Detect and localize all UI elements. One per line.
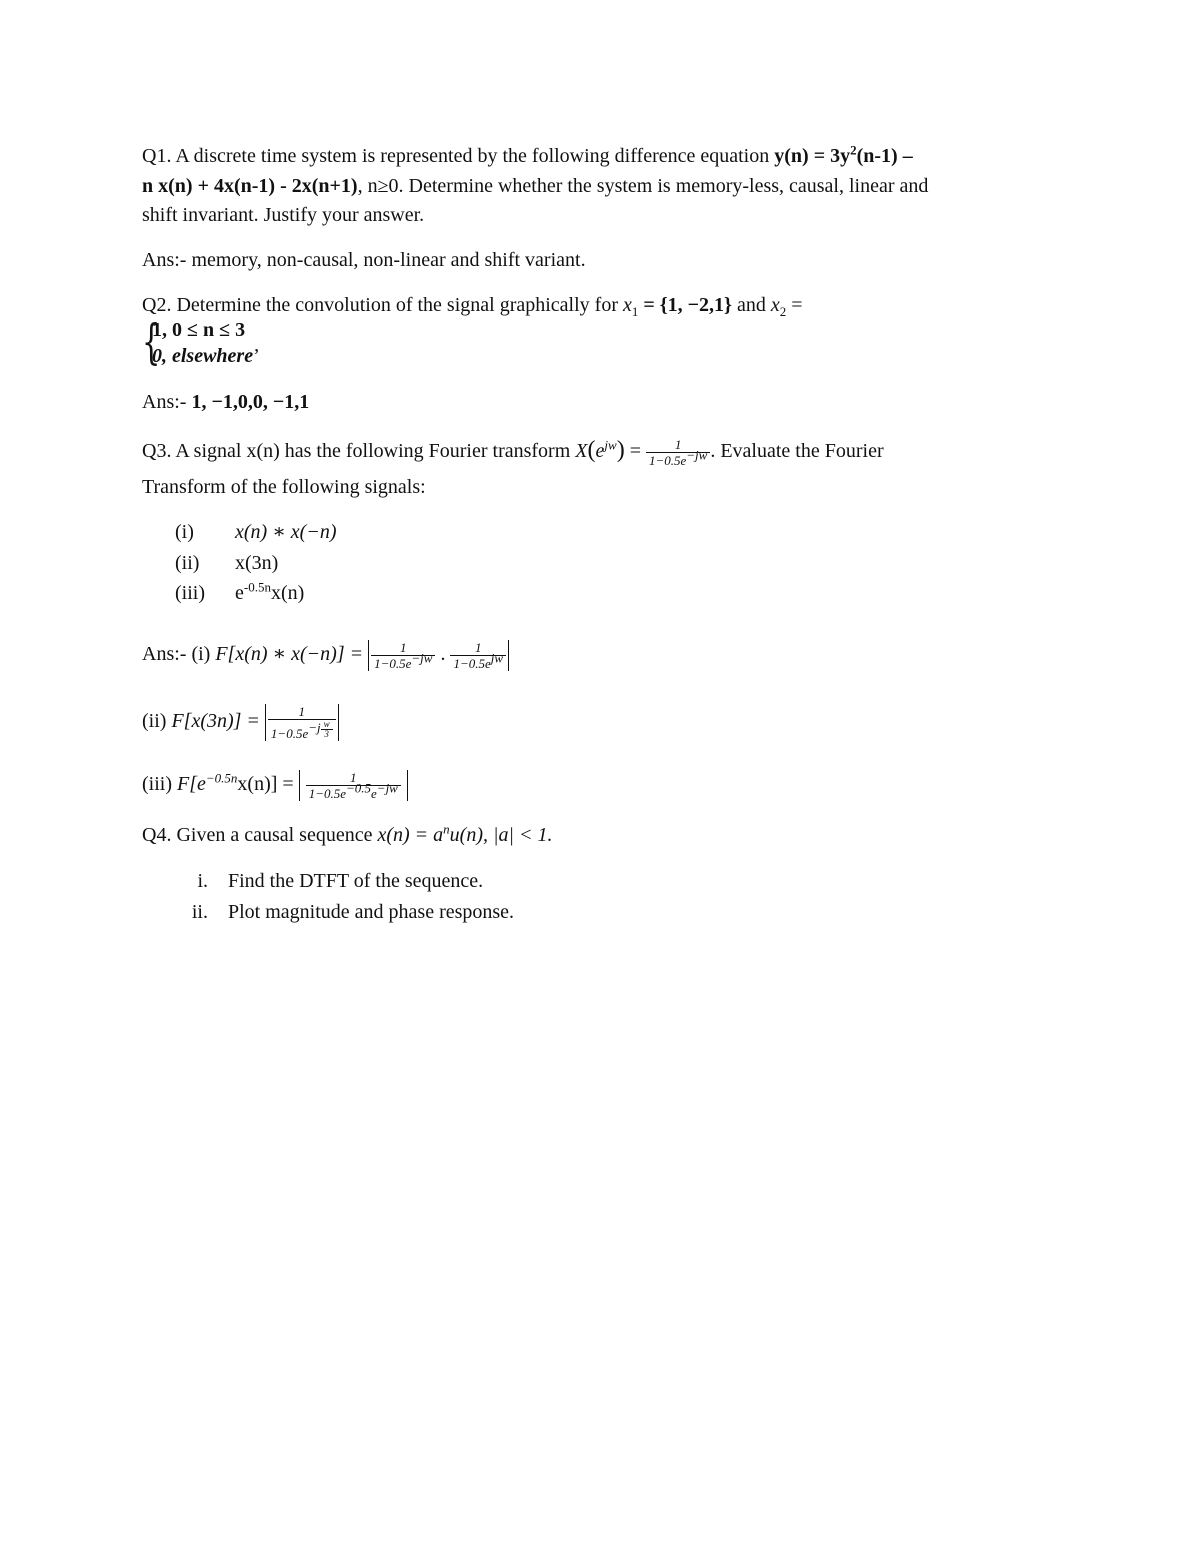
q1-equation-superscript: 2 [850, 142, 857, 158]
q3-e-superscript: jw [604, 437, 617, 453]
q3-answer-1-bracket: $\frac{1}{1-0.5e^{-jw}}$ . $\frac{1}{1-0.5e^{jw}}$ [368, 640, 509, 671]
q2-line-1 [142, 292, 803, 318]
q2-brace: { [142, 314, 161, 370]
q3-e: e [595, 440, 605, 463]
q3-line-1: Q3. A signal x(n) has the following Fourier transform $X(e^{jw})$ = $\frac{1}{1-0.5e^{-jw}}$ . Evaluate the Fourier [142, 437, 884, 468]
q3-item-2: (ii) x(3n) [175, 552, 279, 574]
q4-line-1: Q4. Given a causal sequence $x(n) = a^nu(n)$, |a| < 1. [142, 821, 553, 846]
q3-fraction: $\frac{1}{1-0.5e^{-jw}}$ [646, 437, 710, 468]
q3-answer-3: (iii) $F[e^{-0.5n}x(n)]$ = $\frac{1}{1-0.5e^{-0.5}e^{-jw}}$ [142, 770, 408, 801]
q3-text-2: Transform of the following signals: [142, 476, 426, 498]
q3-answer-2-bracket: 1 $1-0.5e^{-j \frac{w}{3}}$ [265, 704, 339, 741]
q1-answer-text: Ans:- memory, non-causal, non-linear and shift variant. [142, 249, 586, 271]
q2-case-2: 0, elsewhere [152, 345, 254, 367]
q2-x2-subscript: 2 [779, 304, 787, 319]
q3-X: X [575, 440, 588, 463]
q2-x2-equals: = [786, 294, 803, 316]
q1-equation-part-3: n x(n) + 4x(n-1) - 2x(n+1) [142, 175, 358, 197]
q2-x1: x [622, 294, 632, 316]
q2-text: Q2. Determine the convolution of the signal graphically for [142, 294, 623, 316]
q4-item-2: ii. Plot magnitude and phase response. [191, 901, 515, 923]
q3-answer-3-bracket: $\frac{1}{1-0.5e^{-0.5}e^{-jw}}$ [299, 770, 408, 801]
q1-line-2 [142, 173, 928, 199]
q2-case-2-tail: ’ [253, 345, 260, 367]
q1-text-2: , n≥0. Determine whether the system is memory-less, causal, linear and [357, 175, 929, 197]
q1-answer [142, 247, 586, 273]
q1-text-3: shift invariant. Justify your answer. [142, 204, 425, 226]
q3-item-1: (i) x(n) ∗ x(−n) [175, 521, 337, 543]
q1-equation-part: y(n) = 3y [774, 145, 851, 167]
q2-answer [142, 389, 309, 415]
q1-line-3 [142, 202, 424, 228]
q1-line-1 [142, 143, 913, 169]
q3-answer-2: (ii) F[x(3n)] = 1 $1-0.5e^{-j \frac{w}{3}}$ [142, 704, 339, 741]
q2-x1-value: = {1, −2,1} [638, 294, 737, 316]
q4-equation: x(n) = a [377, 824, 444, 846]
q2-answer-label: Ans:- [142, 391, 192, 413]
q3-text: Q3. A signal x(n) has the following Fourier transform [142, 440, 576, 463]
q2-case-1: 1, 0 ≤ n ≤ 3 [152, 319, 246, 341]
q3-equals: = [624, 440, 646, 463]
q3-tail: . Evaluate the Fourier [710, 440, 884, 463]
q2-and: and [736, 294, 771, 316]
q1-text: Q1. A discrete time system is represented by the following difference equation [142, 145, 775, 167]
q4-text: Q4. Given a causal sequence [142, 824, 378, 846]
q3-item-3: (iii) $e^{-0.5n}x(n)$ [175, 579, 305, 604]
q3-line-2 [142, 474, 426, 500]
q4-item-1: i. Find the DTFT of the sequence. [197, 870, 484, 892]
q2-x2: x [770, 294, 780, 316]
q3-answer-1: Ans:- (i) F[x(n) ∗ x(−n)] = $\frac{1}{1-0.5e^{-jw}}$ . $\frac{1}{1-0.5e^{jw}}$ [142, 640, 509, 671]
q2-answer-value: 1, −1,0,0, −1,1 [191, 391, 310, 413]
q2-x1-subscript: 1 [631, 304, 639, 319]
q1-equation-part-2: (n-1) – [856, 145, 913, 167]
